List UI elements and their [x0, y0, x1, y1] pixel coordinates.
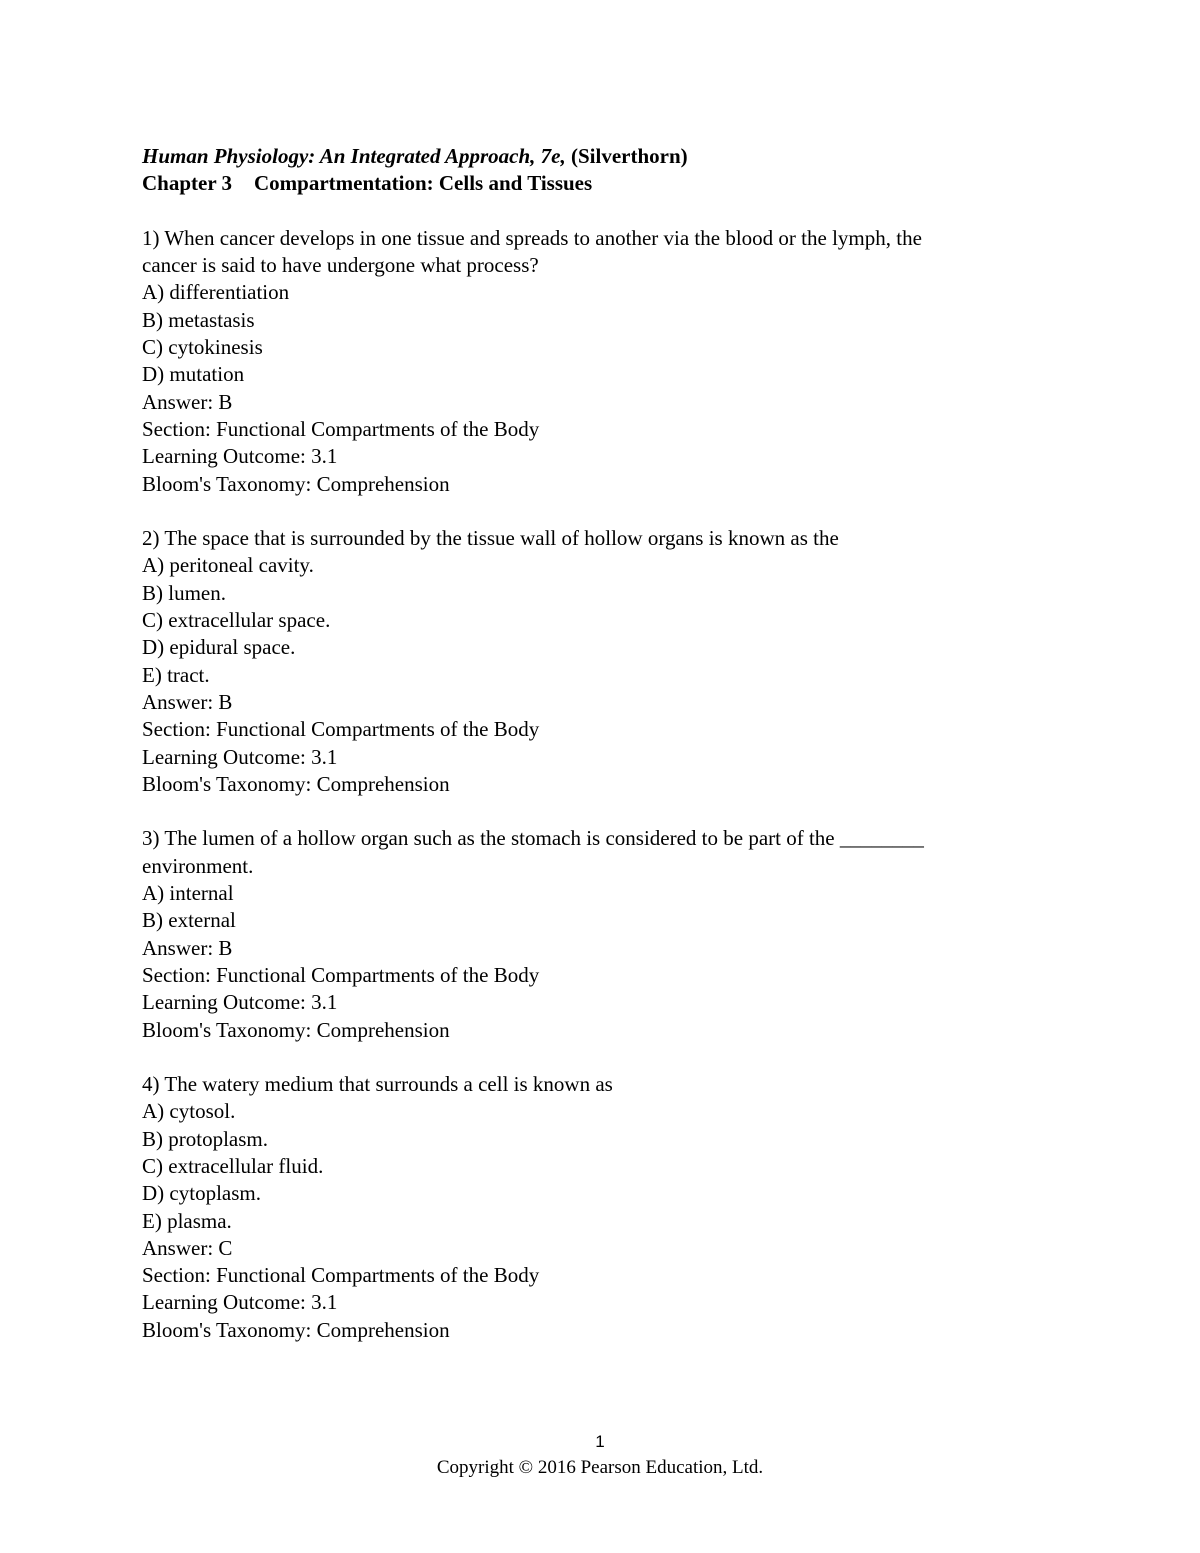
question-3: [142, 825, 1042, 1043]
learning-outcome: Learning Outcome: 3.1: [142, 1290, 338, 1315]
bloom-taxonomy: Bloom's Taxonomy: Comprehension: [142, 1317, 450, 1342]
answer-option: A) differentiation: [142, 280, 290, 305]
chapter-title: Compartmentation: Cells and Tissues: [254, 171, 593, 196]
question-4: [142, 1071, 1042, 1344]
learning-outcome: Learning Outcome: 3.1: [142, 990, 338, 1015]
answer-option: B) external: [142, 908, 236, 933]
answer-option: E) plasma.: [142, 1208, 232, 1233]
question-2: [142, 525, 1042, 798]
question-1: [142, 225, 1042, 498]
section-label: Section: Functional Compartments of the Body: [142, 1263, 540, 1288]
answer-option: A) cytosol.: [142, 1099, 236, 1124]
bloom-taxonomy: Bloom's Taxonomy: Comprehension: [142, 1017, 450, 1042]
section-label: Section: Functional Compartments of the Body: [142, 717, 540, 742]
bloom-taxonomy: Bloom's Taxonomy: Comprehension: [142, 471, 450, 496]
question-stem: 2) The space that is surrounded by the tissue wall of hollow organs is known as the: [142, 526, 839, 551]
answer-key: Answer: B: [142, 389, 233, 414]
answer-option: C) cytokinesis: [142, 335, 263, 360]
question-stem-continued: cancer is said to have undergone what process?: [142, 253, 539, 278]
answer-option: E) tract.: [142, 662, 210, 687]
answer-option: D) mutation: [142, 362, 245, 387]
question-stem: 1) When cancer develops in one tissue and spreads to another via the blood or the lymph, the: [142, 225, 922, 250]
answer-key: Answer: B: [142, 935, 233, 960]
answer-option: B) lumen.: [142, 580, 226, 605]
answer-option: D) epidural space.: [142, 635, 296, 660]
answer-option: D) cytoplasm.: [142, 1181, 261, 1206]
question-stem: 4) The watery medium that surrounds a cell is known as: [142, 1072, 613, 1097]
page-content: [142, 143, 1042, 1371]
section-label: Section: Functional Compartments of the Body: [142, 416, 540, 441]
answer-option: B) metastasis: [142, 307, 255, 332]
answer-key: Answer: B: [142, 689, 233, 714]
learning-outcome: Learning Outcome: 3.1: [142, 744, 338, 769]
learning-outcome: Learning Outcome: 3.1: [142, 444, 338, 469]
book-author: (Silverthorn): [570, 144, 688, 168]
book-title-line: [142, 143, 1042, 170]
answer-option: A) peritoneal cavity.: [142, 553, 314, 578]
section-label: Section: Functional Compartments of the Body: [142, 962, 540, 987]
answer-option: A) internal: [142, 881, 234, 906]
answer-option: C) extracellular fluid.: [142, 1153, 324, 1178]
chapter-heading: [142, 170, 1042, 197]
answer-option: B) protoplasm.: [142, 1126, 268, 1151]
question-stem: 3) The lumen of a hollow organ such as the stomach is considered to be part of the ________: [142, 826, 924, 851]
bloom-taxonomy: Bloom's Taxonomy: Comprehension: [142, 771, 450, 796]
copyright-notice: Copyright © 2016 Pearson Education, Ltd.: [436, 1457, 764, 1478]
question-stem-continued: environment.: [142, 853, 254, 878]
chapter-number: Chapter 3: [142, 171, 233, 196]
answer-key: Answer: C: [142, 1235, 233, 1260]
page-number: 1: [595, 1432, 605, 1451]
book-title: Human Physiology: An Integrated Approach, 7e,: [142, 144, 566, 168]
answer-option: C) extracellular space.: [142, 608, 331, 633]
